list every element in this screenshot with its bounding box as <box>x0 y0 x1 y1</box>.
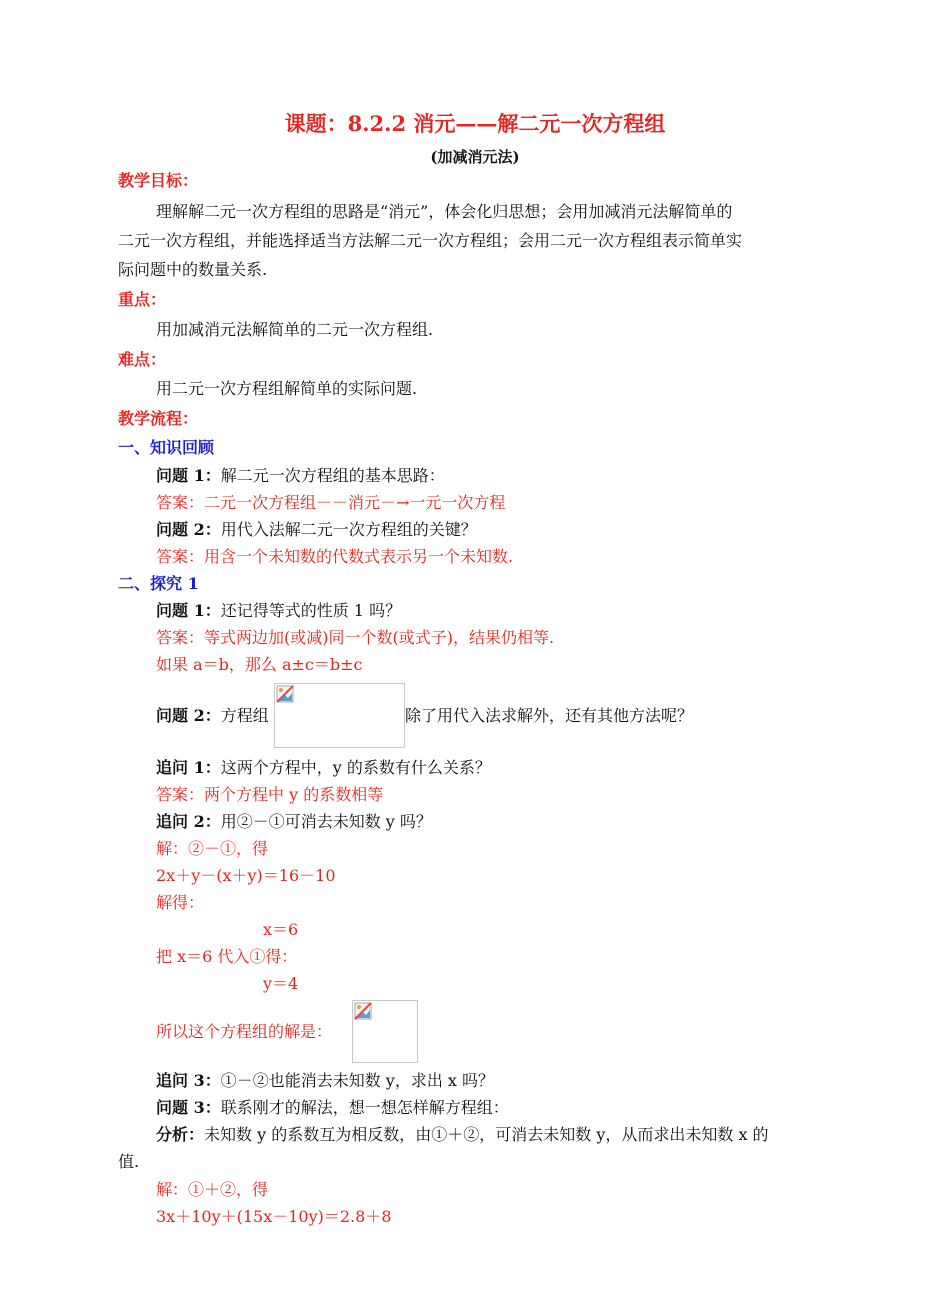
s2-question-1 <box>156 600 401 622</box>
solution-line-4: x＝6 <box>263 920 299 939</box>
s2-q2-label: 问题 2： <box>156 706 221 725</box>
s2-f2-label: 追问 2： <box>156 812 221 831</box>
s2-f2-text: 用②－①可消去未知数 y 吗？ <box>220 812 432 831</box>
page-title: 课题：8.2.2 消元——解二元一次方程组 <box>284 111 666 136</box>
s2-q1-text: 还记得等式的性质 1 吗？ <box>220 601 402 620</box>
analysis-label: 分析： <box>156 1125 205 1144</box>
flow-heading: 教学流程： <box>118 409 199 428</box>
s2-question-2-start <box>156 705 269 727</box>
broken-image-icon <box>276 685 294 703</box>
s1-q1-text: 解二元一次方程组的基本思路： <box>220 466 445 485</box>
goal-line-3: 际问题中的数量关系. <box>118 260 268 279</box>
s2-question-3 <box>156 1097 509 1119</box>
s2-answer-1: 答案：等式两边加(或减)同一个数(或式子)，结果仍相等. <box>156 628 555 647</box>
s1-answer-1: 答案：二元一次方程组－－消元－→一元一次方程 <box>156 493 506 512</box>
equation-system-image <box>274 683 405 748</box>
solution-line-7: 所以这个方程组的解是： <box>156 1022 333 1041</box>
s1-question-2 <box>156 519 477 541</box>
s1-q1-label: 问题 1： <box>156 466 221 485</box>
solution-line-5: 把 x＝6 代入①得： <box>156 947 298 966</box>
s1-q2-text: 用代入法解二元一次方程组的关键？ <box>220 520 477 539</box>
goal-line-1: 理解解二元一次方程组的思路是“消元”，体会化归思想；会用加减消元法解简单的 <box>156 202 733 221</box>
analysis-text: 未知数 y 的系数互为相反数，由①＋②，可消去未知数 y，从而求出未知数 x 的 <box>204 1125 769 1144</box>
s2-f3-label: 追问 3： <box>156 1071 221 1090</box>
s2-q2-before: 方程组 <box>220 706 269 725</box>
solution-image <box>352 1000 418 1063</box>
s2-q3-text: 联系刚才的解法，想一想怎样解方程组： <box>220 1098 509 1117</box>
difficult-text: 用二元一次方程组解简单的实际问题. <box>156 379 418 398</box>
solution-line-8: 解：①＋②，得 <box>156 1180 269 1199</box>
s2-followup-1-answer: 答案：两个方程中 y 的系数相等 <box>156 785 384 804</box>
s2-f3-text: ①－②也能消去未知数 y，求出 x 吗？ <box>220 1071 495 1090</box>
solution-line-2: 2x＋y－(x＋y)＝16－10 <box>156 866 336 885</box>
solution-line-9: 3x＋10y＋(15x－10y)＝2.8＋8 <box>156 1207 392 1226</box>
s2-f1-text: 这两个方程中，y 的系数有什么关系？ <box>220 758 491 777</box>
section2-heading: 二、探究 1 <box>118 574 199 593</box>
s2-q3-label: 问题 3： <box>156 1098 221 1117</box>
goal-heading: 教学目标： <box>118 171 199 190</box>
key-text: 用加减消元法解简单的二元一次方程组. <box>156 320 434 339</box>
key-heading: 重点： <box>118 290 167 309</box>
section1-heading: 一、知识回顾 <box>118 438 215 457</box>
solution-line-6: y＝4 <box>263 974 299 993</box>
difficult-heading: 难点： <box>118 350 167 369</box>
s2-f1-label: 追问 1： <box>156 758 221 777</box>
broken-image-icon <box>354 1002 372 1020</box>
solution-line-3: 解得： <box>156 893 205 912</box>
s2-followup-3 <box>156 1070 494 1092</box>
s2-followup-2 <box>156 811 432 833</box>
analysis-line <box>156 1124 769 1146</box>
s1-answer-2: 答案：用含一个未知数的代数式表示另一个未知数. <box>156 547 514 566</box>
s1-question-1 <box>156 465 445 487</box>
page-subtitle: (加减消元法) <box>430 148 520 166</box>
s2-question-2-end: 除了用代入法求解外，还有其他方法呢？ <box>405 706 694 725</box>
goal-line-2: 二元一次方程组，并能选择适当方法解二元一次方程组；会用二元一次方程组表示简单实 <box>118 231 743 250</box>
solution-line-1: 解：②－①，得 <box>156 839 269 858</box>
s1-q2-label: 问题 2： <box>156 520 221 539</box>
s2-answer-1-example: 如果 a＝b，那么 a±c＝b±c <box>156 655 363 674</box>
s2-followup-1 <box>156 757 491 779</box>
analysis-continuation: 值. <box>118 1152 140 1171</box>
s2-q1-label: 问题 1： <box>156 601 221 620</box>
